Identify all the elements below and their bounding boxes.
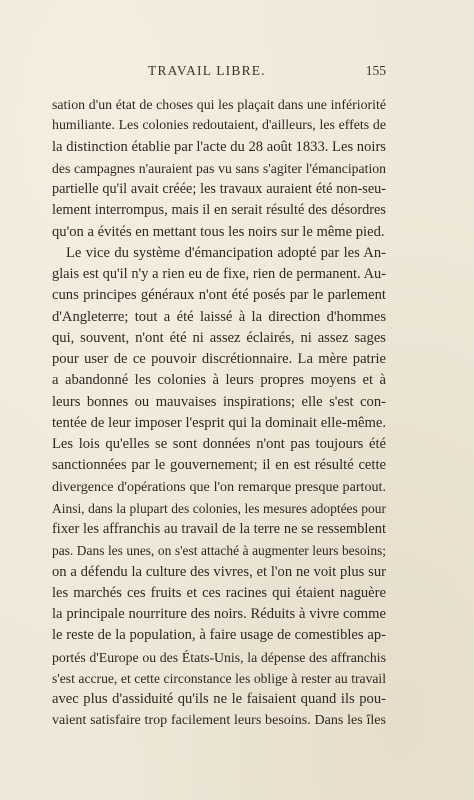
text-line: portés d'Europe ou des États-Unis, la dépense des affranchis — [52, 649, 386, 665]
text-line: pour user de ce pouvoir discrétionnaire. La mère patrie — [52, 351, 386, 367]
text-line: vaient satisfaire trop facilement leurs besoins. Dans les îles — [52, 712, 386, 729]
text-line: humiliante. Les colonies redoutaient, d'ailleurs, les effets de — [52, 118, 386, 134]
text-line: la principale nourriture des noirs. Réduits à vivre comme — [52, 606, 386, 622]
text-line: divergence d'opérations que l'on remarque presque partout. — [52, 478, 386, 495]
text-line: Ainsi, dans la plupart des colonies, les mesures adoptées pour — [52, 500, 386, 516]
text-line: sanctionnées par le gouvernement; il en est résulté cette — [52, 457, 386, 474]
text-line: partielle qu'il avait créée; les travaux auraient été non-seu- — [52, 181, 386, 197]
text-line: tentée de leur imposer l'esprit qui la dominait elle-même. — [52, 414, 386, 431]
body-text — [52, 94, 386, 732]
page-number: 155 — [365, 63, 386, 78]
text-line: a abandonné les colonies à leurs propres moyens et à — [52, 372, 386, 389]
text-line: Le vice du système d'émancipation adopté par les An- — [66, 244, 386, 261]
text-line: les marchés ces fruits et ces racines qui étaient naguère — [52, 584, 386, 601]
text-line: le reste de la population, à faire usage de comestibles ap- — [52, 627, 386, 644]
text-line: leurs bonnes ou mauvaises inspirations; elle s'est con- — [52, 393, 386, 410]
running-title: TRAVAIL LIBRE. — [148, 63, 266, 78]
page-header — [50, 63, 386, 81]
text-line: sation d'un état de choses qui les plaçait dans une infériorité — [52, 97, 386, 112]
text-line: qui, souvent, n'ont été ni assez éclairés, ni assez sages — [52, 329, 386, 346]
text-line: la distinction établie par l'acte du 28 août 1833. Les noirs — [52, 138, 386, 155]
text-line: d'Angleterre; tout a été laissé à la direction d'hommes — [52, 308, 386, 325]
text-line: lement interrompus, mais il en serait résulté des désordres — [52, 202, 386, 219]
text-line: des campagnes n'auraient pas vu sans s'agiter l'émancipation — [52, 160, 386, 176]
text-line: s'est accrue, et cette circonstance les oblige à rester au travail — [52, 670, 386, 686]
text-line: qu'on a évités en mettant tous les noirs sur le même pied. — [52, 223, 385, 240]
text-line: fixer les affranchis au travail de la terre ne se ressemblent — [52, 521, 386, 537]
text-line: cuns principes généraux n'ont été posés par le parlement — [52, 287, 386, 304]
text-line: glais est qu'il n'y a rien eu de fixe, rien de permanent. Au- — [52, 266, 386, 282]
text-line: Les lois qu'elles se sont données n'ont pas toujours été — [52, 436, 386, 452]
text-line: on a défendu la culture des vivres, et l'on ne voit plus sur — [52, 563, 386, 580]
text-line: avec plus d'assiduité qu'ils ne le faisaient quand ils pou- — [52, 691, 386, 707]
text-line: pas. Dans les unes, on s'est attaché à augmenter leurs besoins; — [52, 543, 386, 559]
